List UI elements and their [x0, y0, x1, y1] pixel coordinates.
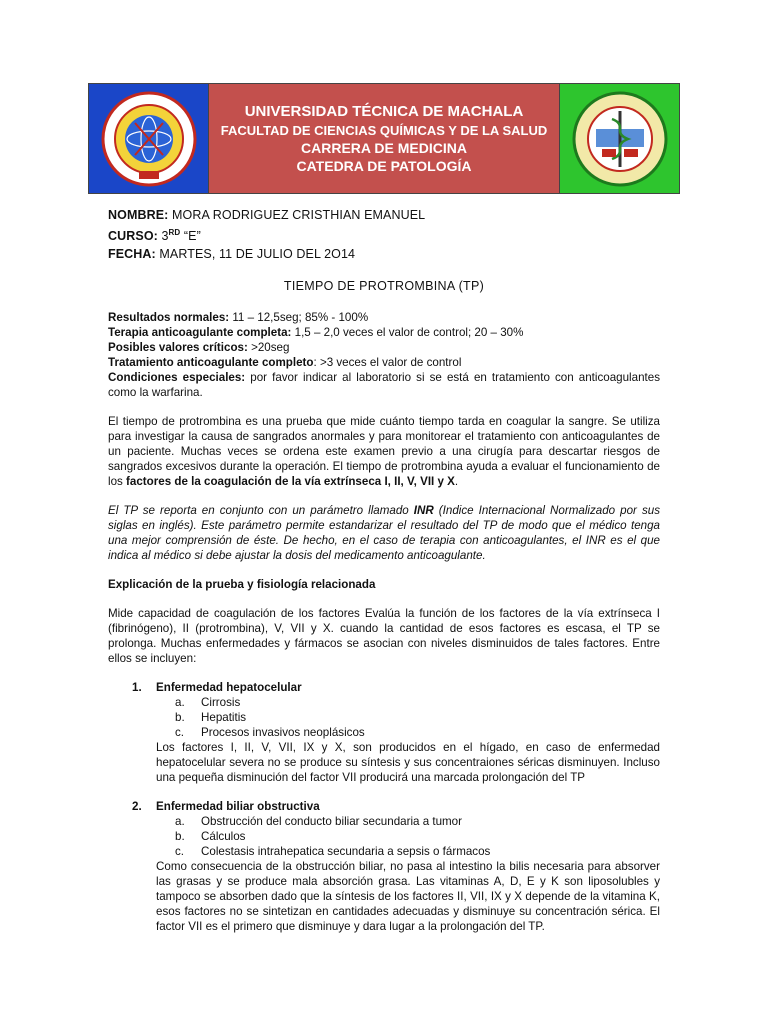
sub-letter: a. [175, 815, 185, 829]
param-label: Posibles valores críticos: [108, 341, 248, 355]
paragraph-text: El TP se reporta en conjunto con un parámetro llamado [108, 504, 414, 518]
list-title: Enfermedad biliar obstructiva [156, 800, 320, 814]
sub-letter: a. [175, 696, 185, 710]
document-body [108, 206, 660, 934]
sub-letter: b. [175, 711, 185, 725]
param-label: Resultados normales: [108, 311, 230, 325]
header-title-block [209, 84, 559, 193]
name-value: MORA RODRIGUEZ CRISTHIAN EMANUEL [172, 208, 426, 222]
param-label: Terapia anticoagulante completa: [108, 326, 292, 340]
list-item-title [132, 680, 660, 695]
paragraph-text: El tiempo de protrombina es una prueba que mide cuánto tiempo tarda en coagular la sangre. Se utiliza para investigar la causa de sangrados anormales y para monitorear el tratamiento con anticoagulantes de un paciente. Muchas veces se ordena este examen previo a una cirugía para descartar riesgos de sangrados excesivos durante la operación. El tiempo de protrombina ayuda a evaluar el funcionamiento de los [108, 415, 660, 489]
paragraph-text: . [454, 475, 459, 489]
sub-text: Obstrucción del conducto biliar secundaria a tumor [201, 815, 462, 829]
sub-item [175, 725, 660, 740]
course-line [108, 224, 660, 245]
list-number: 2. [132, 800, 142, 814]
list-item [108, 799, 660, 934]
parameters-list [108, 310, 660, 400]
student-info [108, 206, 660, 263]
medical-school-seal-icon [566, 89, 674, 189]
sub-item [175, 844, 660, 859]
param-critical [108, 340, 660, 355]
param-treatment [108, 355, 660, 370]
document-title: TIEMPO DE PROTROMBINA (TP) [283, 279, 485, 294]
header-banner [88, 83, 680, 194]
list-item-text: Como consecuencia de la obstrucción biliar, no pasa al intestino la bilis necesaria para absorver las grasas y se produce mala absorción grasa. Las vitaminas A, D, E y K son liposolubles y tampoco se absorben dado que la síntesis de los factores II, VII, IX y X depende de la vitamina K, esos factores no se sintetizan en cantidades adecuadas y disminuye su concentración sérica. El factor VII es el primero que disminuye y dara lugar a la prolongación del TP. [156, 860, 660, 934]
param-label: Tratamiento anticoagulante completo [108, 356, 314, 370]
date-line [108, 245, 660, 263]
header-career: CARRERA DE MEDICINA [301, 140, 467, 156]
sub-text: Colestasis intrahepatica secundaria a sepsis o fármacos [201, 845, 491, 859]
school-logo-cell [559, 84, 679, 193]
param-normal [108, 310, 660, 325]
sub-text: Procesos invasivos neoplásicos [201, 726, 365, 740]
param-label: Condiciones especiales: [108, 371, 246, 385]
sub-text: Cálculos [201, 830, 246, 844]
course-value: 3 [161, 229, 169, 244]
param-conditions [108, 370, 660, 400]
header-faculty: FACULTAD DE CIENCIAS QUÍMICAS Y DE LA SALUD [220, 123, 548, 138]
paragraph-bold: factores de la coagulación de la vía extrínseca I, II, V, VII y X [126, 475, 455, 489]
param-therapy [108, 325, 660, 340]
list-item-text: Los factores I, II, V, VII, IX y X, son producidos en el hígado, en caso de enfermedad hepatocelular severa no se produce su síntesis y sus concentraiones séricas disminuyen. Incluso una pequeña disminución del factor VII producirá una marcada prolongación del TP [156, 741, 660, 785]
header-chair: CATEDRA DE PATOLOGÍA [296, 158, 472, 174]
course-superscript: RD [168, 228, 181, 237]
list-title: Enfermedad hepatocelular [156, 681, 302, 695]
university-seal-icon [95, 89, 203, 189]
sub-item [175, 695, 660, 710]
list-item [108, 680, 660, 785]
name-line [108, 206, 660, 224]
list-item-title [132, 799, 660, 814]
section-heading [108, 577, 660, 592]
sub-letter: c. [175, 726, 185, 740]
paragraph-text: (Indice Internacional Normalizado por sus siglas en inglés). Este parámetro permite estandarizar el resultado del TP de modo que el médico tenga una mejor comprensión de éste. De hecho, en el caso de terapia con anticoagulantes, el INR es el que indica al médico si debe ajustar la dosis del medicamento anticoagulante. [108, 504, 660, 563]
param-value: 11 – 12,5seg; 85% - 100% [229, 311, 369, 325]
course-section: “E” [180, 229, 201, 244]
param-value: 1,5 – 2,0 veces el valor de control; 20 – 30% [291, 326, 524, 340]
paragraph-intro [108, 414, 660, 489]
sub-item [175, 829, 660, 844]
section-heading-text: Explicación de la prueba y fisiología relacionada [108, 578, 376, 592]
sub-letter: b. [175, 830, 185, 844]
date-label: FECHA: [108, 247, 156, 262]
sub-letter: c. [175, 845, 185, 859]
sub-text: Hepatitis [201, 711, 247, 725]
university-logo-cell [89, 84, 209, 193]
header-university: UNIVERSIDAD TÉCNICA DE MACHALA [244, 103, 524, 120]
name-label: NOMBRE: [108, 208, 169, 222]
list-number: 1. [132, 681, 142, 695]
date-value: MARTES, 11 DE JULIO DEL 2O14 [159, 247, 356, 262]
paragraph-explanation: Mide capacidad de coagulación de los factores Evalúa la función de los factores de la vía extrínseca I (fibrinógeno), II (protrombina), V, VII y X. cuando la cantidad de esos factores es escasa, el TP se prolonga. Muchas enfermedades y fármacos se asocian con niveles disminuidos de tales factores. Entre ellos se incluyen: [108, 607, 660, 666]
param-value: por favor indicar al laboratorio si se está en tratamiento con anticoagulantes como la warfarina. [108, 371, 660, 400]
param-value: >20seg [247, 341, 290, 355]
paragraph-bold: INR [413, 504, 434, 518]
paragraph-inr [108, 503, 660, 563]
sub-text: Cirrosis [201, 696, 241, 710]
param-value: : >3 veces el valor de control [313, 356, 462, 370]
sub-item [175, 814, 660, 829]
sub-item [175, 710, 660, 725]
course-label: CURSO: [108, 229, 158, 244]
